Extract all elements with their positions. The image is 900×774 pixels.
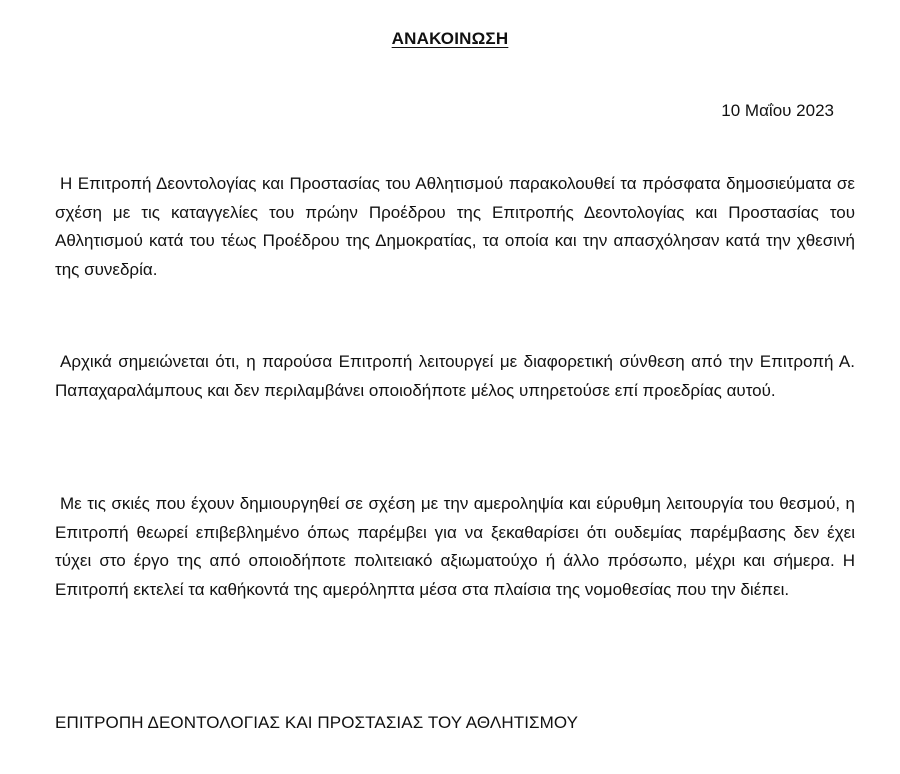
announcement-date: 10 Μαΐου 2023 xyxy=(721,101,834,120)
paragraph-3: Με τις σκιές που έχουν δημιουργηθεί σε σχέση με την αμεροληψία και εύρυθμη λειτουργία του θεσμού, η Επιτροπή θεωρεί επιβεβλημένο όπως παρέμβει για να ξεκαθαρίσει ότι ουδεμίας παρέμβασης δεν έχει τύχει στο έργο της από οποιοδήποτε πολιτειακό αξιωματούχο ή άλλο πρόσωπο, μέχρι και σήμερα. Η Επιτροπή εκτελεί τα καθήκοντά της αμερόληπτα μέσα στα πλαίσια της νομοθεσίας που την διέπει. xyxy=(55,494,855,600)
paragraph-2: Αρχικά σημειώνεται ότι, η παρούσα Επιτροπή λειτουργεί με διαφορετική σύνθεση από την Επιτροπή Α. Παπαχαραλάμπους και δεν περιλαμβάνει οποιοδήποτε μέλος υπηρετούσε επί προεδρίας αυτού. xyxy=(55,352,855,400)
announcement-title: ΑΝΑΚΟΙΝΩΣΗ xyxy=(391,29,509,48)
signature-line: ΕΠΙΤΡΟΠΗ ΔΕΟΝΤΟΛΟΓΙΑΣ ΚΑΙ ΠΡΟΣΤΑΣΙΑΣ ΤΟΥ ΑΘΛΗΤΙΣΜΟΥ xyxy=(55,713,579,732)
paragraph-1: Η Επιτροπή Δεοντολογίας και Προστασίας του Αθλητισμού παρακολουθεί τα πρόσφατα δημοσιεύματα σε σχέση με τις καταγγελίες του πρώην Προέδρου της Επιτροπής Δεοντολογίας και Προστασίας του Αθλητισμού κατά του τέως Προέδρου της Δημοκρατίας, τα οποία και την απασχόλησαν κατά την χθεσινή της συνεδρία. xyxy=(55,174,855,280)
